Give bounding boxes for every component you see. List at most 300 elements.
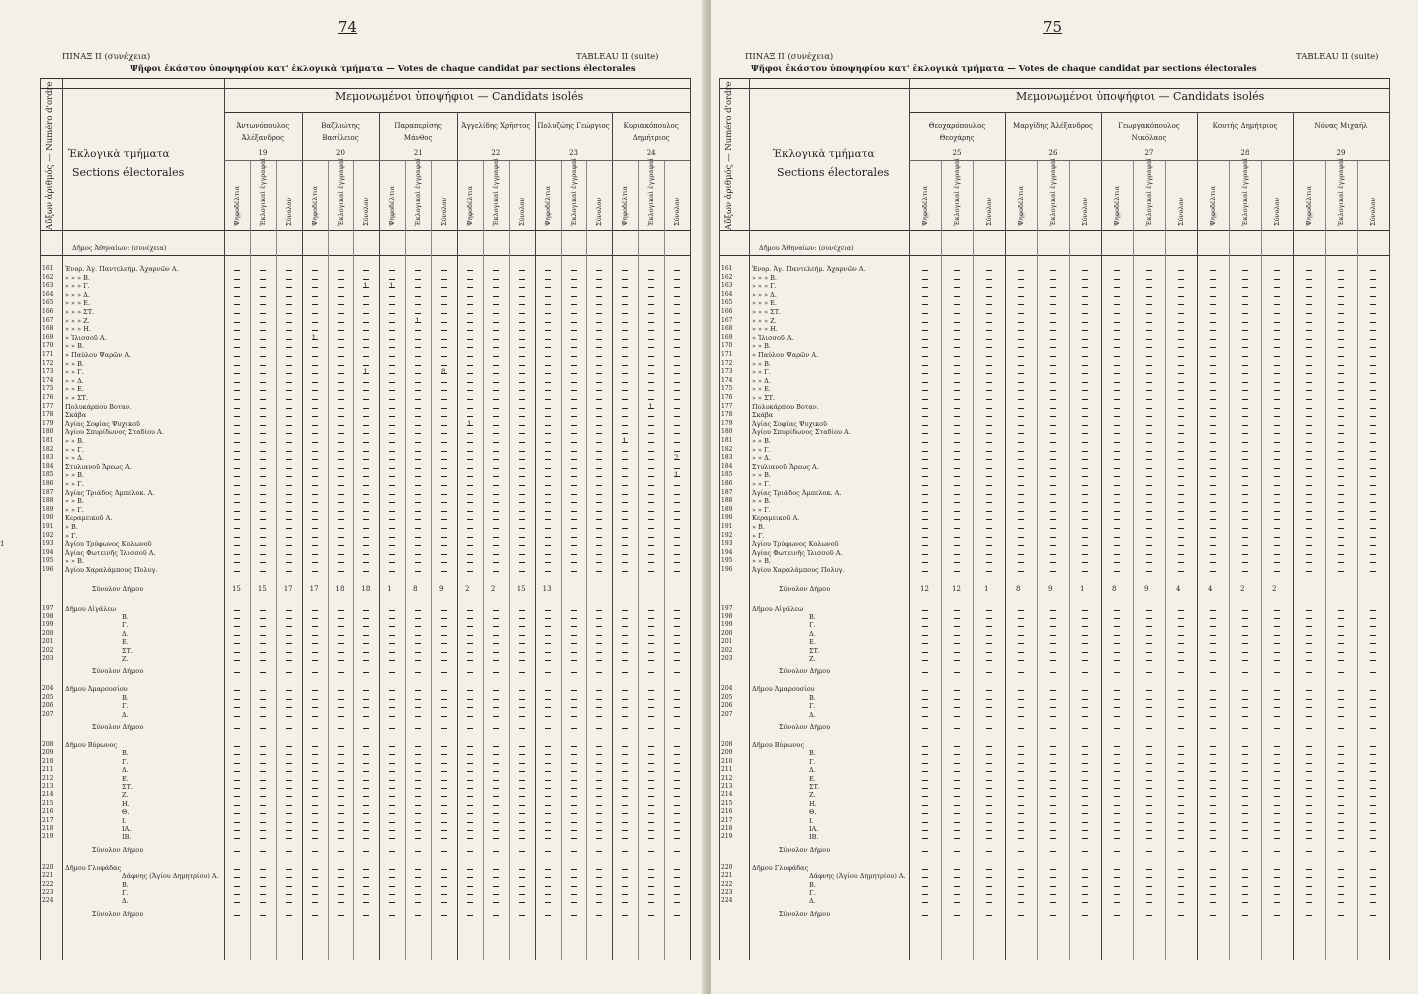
cell-dash [519, 408, 525, 409]
cell-dash [286, 330, 292, 331]
cell-dash [338, 707, 344, 708]
cell-dash [596, 788, 602, 789]
cell-dash [571, 511, 577, 512]
cell-dash [467, 485, 473, 486]
cell-dash [596, 451, 602, 452]
cell-dash [1370, 476, 1376, 477]
cell-dash [389, 519, 395, 520]
cell-dash [286, 728, 292, 729]
cell-dash [674, 877, 680, 878]
cell-dash [1210, 902, 1216, 903]
cell-dash [1210, 822, 1216, 823]
row-number: 167 [42, 316, 54, 324]
cell-dash [986, 754, 992, 755]
cell-dash [1050, 442, 1056, 443]
cell-dash [312, 699, 318, 700]
cell-dash [260, 399, 266, 400]
cell-dash [674, 313, 680, 314]
cell-dash [260, 660, 266, 661]
cell-dash [467, 365, 473, 366]
cell-dash [260, 537, 266, 538]
cell-dash [1370, 716, 1376, 717]
cell-dash [1114, 754, 1120, 755]
cell-dash [1370, 356, 1376, 357]
cell-dash [1050, 459, 1056, 460]
row-label: Δ. [122, 629, 129, 638]
cell-dash [922, 416, 928, 417]
cell-dash [1210, 796, 1216, 797]
cell-dash [1146, 356, 1152, 357]
cell-dash [1146, 822, 1152, 823]
cell-dash [622, 796, 628, 797]
row-label: » » Β. [752, 557, 771, 566]
cell-dash [954, 780, 960, 781]
cell-dash [954, 822, 960, 823]
cell-dash [1050, 796, 1056, 797]
cell-dash [648, 537, 654, 538]
cell-dash [1082, 313, 1088, 314]
cell-dash [1082, 528, 1088, 529]
block-total: Σύνολον Δήμου [92, 909, 144, 918]
cell-dash [363, 838, 369, 839]
cell-dash [1114, 660, 1120, 661]
cell-dash [954, 425, 960, 426]
cell-dash [1370, 519, 1376, 520]
cell-dash [234, 571, 240, 572]
subheader: Ψηφοδέλτια [621, 186, 630, 226]
cell-dash [1114, 851, 1120, 852]
cell-dash [519, 313, 525, 314]
cell-dash [1178, 851, 1184, 852]
cell-dash [260, 886, 266, 887]
cell-dash [1018, 643, 1024, 644]
cell-dash [1018, 270, 1024, 271]
cell-dash [622, 494, 628, 495]
cell-dash [545, 813, 551, 814]
total-value: 9 [1144, 584, 1149, 593]
cell-dash [467, 877, 473, 878]
cell-dash [415, 270, 421, 271]
cell-dash [1114, 838, 1120, 839]
cell-dash [363, 485, 369, 486]
cell-dash [441, 851, 447, 852]
cell-dash [571, 618, 577, 619]
cell-dash [1242, 408, 1248, 409]
vrule [379, 112, 380, 960]
cell-dash [286, 365, 292, 366]
cell-dash [596, 365, 602, 366]
cell-dash [596, 813, 602, 814]
cell-dash [922, 425, 928, 426]
cell-dash [648, 451, 654, 452]
cell-dash [648, 554, 654, 555]
row-number: 178 [721, 411, 733, 419]
cell-dash [596, 537, 602, 538]
cell-dash [1242, 571, 1248, 572]
cell-dash [312, 545, 318, 546]
cell-dash [415, 390, 421, 391]
cell-dash [467, 330, 473, 331]
cell-dash [1306, 626, 1312, 627]
cell-dash [389, 788, 395, 789]
cell-dash [596, 390, 602, 391]
cell-dash [1178, 528, 1184, 529]
cell-dash [545, 451, 551, 452]
cell-dash [286, 618, 292, 619]
cell-dash [441, 902, 447, 903]
cell-dash [1050, 707, 1056, 708]
candidate-name: Θεοχαρόπουλος Θεοχάρης [928, 122, 986, 142]
cell-dash [545, 347, 551, 348]
cell-dash [389, 451, 395, 452]
cell-dash [1306, 838, 1312, 839]
cell-dash [954, 788, 960, 789]
cell-dash [1114, 442, 1120, 443]
cell-dash [674, 296, 680, 297]
cell-dash [571, 502, 577, 503]
cell-dash [1338, 813, 1344, 814]
cell-dash [622, 476, 628, 477]
cell-dash [519, 838, 525, 839]
row-label: ΙΒ. [122, 833, 132, 842]
cell-dash [1114, 771, 1120, 772]
cell-dash [1274, 618, 1280, 619]
row-label: » » Γ. [752, 368, 771, 377]
cell-dash [1242, 716, 1248, 717]
cell-dash [986, 511, 992, 512]
cell-dash [622, 330, 628, 331]
cell-dash [493, 304, 499, 305]
cell-dash [954, 476, 960, 477]
vrule [719, 78, 720, 960]
cell-dash [493, 562, 499, 563]
total-value: 18 [361, 584, 371, 593]
cell-dash [986, 813, 992, 814]
cell-dash [519, 554, 525, 555]
cell-dash [1306, 728, 1312, 729]
cell-dash [234, 494, 240, 495]
total-value: 8 [1112, 584, 1117, 593]
cell-dash [260, 279, 266, 280]
row-label: Ἐνορ. Ἁγ. Παντελεήμ. Ἀχαρνῶν Α. [752, 265, 866, 273]
row-label: Ἁγίου Χαραλάμπους Πολυγ. [65, 566, 158, 574]
row-label: ΙΑ. [122, 825, 132, 833]
cell-dash [1114, 699, 1120, 700]
cell-dash [622, 485, 628, 486]
cell-dash [674, 442, 680, 443]
row-number: 217 [42, 816, 54, 824]
row-number: 171 [42, 351, 54, 358]
cell-dash [1306, 610, 1312, 611]
cell-dash [389, 339, 395, 340]
cell-dash [1050, 728, 1056, 729]
cell-dash [1274, 869, 1280, 870]
cell-dash [1210, 494, 1216, 495]
cell-dash [596, 519, 602, 520]
cell-dash [260, 822, 266, 823]
cell-dash [1370, 851, 1376, 852]
cell-dash [1370, 416, 1376, 417]
cell-dash [389, 270, 395, 271]
cell-dash [1338, 610, 1344, 611]
cell-dash [922, 652, 928, 653]
row-label: Ε. [122, 774, 129, 783]
cell-dash [674, 416, 680, 417]
cell-dash [1210, 618, 1216, 619]
cell-dash [1370, 287, 1376, 288]
cell-dash [493, 365, 499, 366]
cell-dash [338, 313, 344, 314]
cell-dash [493, 838, 499, 839]
cell-dash [260, 322, 266, 323]
cell-dash [1210, 813, 1216, 814]
cell-dash [441, 813, 447, 814]
cell-dash [493, 459, 499, 460]
cell-dash [1274, 304, 1280, 305]
cell-dash [363, 476, 369, 477]
cell-dash [596, 545, 602, 546]
cell-dash [389, 382, 395, 383]
row-label: » » Β. [752, 497, 771, 506]
cell-dash [1018, 915, 1024, 916]
cell-dash [1114, 270, 1120, 271]
cell-dash [1242, 707, 1248, 708]
cell-dash [986, 746, 992, 747]
group-rule [909, 112, 1389, 113]
cell-dash [1338, 894, 1344, 895]
cell-dash [1338, 382, 1344, 383]
cell-dash [493, 716, 499, 717]
cell-dash [234, 672, 240, 673]
row-number: 179 [42, 419, 54, 427]
cell-dash [338, 746, 344, 747]
cell-dash [622, 459, 628, 460]
cell-dash [1306, 528, 1312, 529]
cell-dash [1370, 652, 1376, 653]
cell-dash [1050, 408, 1056, 409]
row-label: » » ΣΤ. [752, 394, 776, 402]
cell-dash [986, 690, 992, 691]
cell-dash [234, 788, 240, 789]
candidate-number: 24 [646, 149, 656, 157]
cell-dash [1082, 660, 1088, 661]
cell-dash [648, 545, 654, 546]
cell-dash [260, 373, 266, 374]
cell-dash [312, 502, 318, 503]
cell-dash [1242, 690, 1248, 691]
cell-dash [1082, 511, 1088, 512]
cell-dash [467, 537, 473, 538]
cell-dash [1146, 796, 1152, 797]
cell-dash [234, 390, 240, 391]
cell-dash [1114, 813, 1120, 814]
cell-dash [338, 626, 344, 627]
cell-dash [1018, 373, 1024, 374]
cell-dash [338, 869, 344, 870]
cell-dash [389, 618, 395, 619]
cell-dash [1370, 433, 1376, 434]
cell-dash [519, 643, 525, 644]
cell-dash [234, 830, 240, 831]
cell-dash [415, 356, 421, 357]
cell-dash [1082, 830, 1088, 831]
cell-dash [467, 502, 473, 503]
cell-dash [1370, 763, 1376, 764]
cell-dash [545, 511, 551, 512]
cell-dash [571, 690, 577, 691]
cell-dash [922, 805, 928, 806]
cell-dash [286, 643, 292, 644]
cell-dash [338, 813, 344, 814]
cell-dash [571, 894, 577, 895]
cell-dash [286, 476, 292, 477]
cell-dash [986, 313, 992, 314]
cell-dash [1050, 902, 1056, 903]
cell-dash [389, 425, 395, 426]
cell-dash [986, 287, 992, 288]
cell-dash [954, 618, 960, 619]
cell-dash [596, 822, 602, 823]
cell-dash [1338, 562, 1344, 563]
cell-dash [338, 571, 344, 572]
cell-dash [545, 746, 551, 747]
cell-dash [648, 728, 654, 729]
cell-dash [519, 442, 525, 443]
cell-dash [286, 771, 292, 772]
cell-dash [286, 451, 292, 452]
cell-dash [1306, 442, 1312, 443]
cell-dash [1338, 869, 1344, 870]
cell-dash [234, 408, 240, 409]
cell-dash [622, 822, 628, 823]
cell-dash [1338, 476, 1344, 477]
cell-dash [493, 408, 499, 409]
cell-dash [648, 347, 654, 348]
cell-dash [648, 763, 654, 764]
cell-dash [674, 915, 680, 916]
cell-dash [312, 838, 318, 839]
cell-dash [415, 408, 421, 409]
cell-dash [1338, 571, 1344, 572]
row-label: » » Β. [752, 342, 771, 351]
cell-dash [1146, 672, 1152, 673]
cell-dash [545, 416, 551, 417]
subheader: Ψηφοδέλτια [1209, 186, 1217, 226]
cell-dash [234, 690, 240, 691]
cell-dash [954, 502, 960, 503]
cell-dash [363, 805, 369, 806]
cell-dash [648, 643, 654, 644]
cell-dash [545, 459, 551, 460]
cell-dash [519, 902, 525, 903]
cell-dash [571, 822, 577, 823]
total-value: 9 [1048, 584, 1053, 593]
cell-dash [363, 902, 369, 903]
cell-dash [986, 304, 992, 305]
table-title: Ψῆφοι ἑκάστου ὑποψηφίου κατ' ἐκλογικὰ τμήματα — Votes de chaque candidat par sections électorales [130, 64, 636, 74]
cell-dash [1178, 554, 1184, 555]
cell-dash [1050, 822, 1056, 823]
cell-dash [648, 279, 654, 280]
cell-dash [1146, 771, 1152, 772]
cell-dash [1114, 347, 1120, 348]
cell-dash [286, 562, 292, 563]
cell-dash [1114, 287, 1120, 288]
cell-dash [571, 313, 577, 314]
cell-dash [1146, 339, 1152, 340]
cell-dash [1370, 902, 1376, 903]
cell-dash [1210, 660, 1216, 661]
cell-dash [1370, 699, 1376, 700]
subheader: Σύνολον [595, 197, 604, 226]
cell-dash [1082, 459, 1088, 460]
cell-dash [922, 822, 928, 823]
cell-dash [1338, 347, 1344, 348]
cell-dash [1370, 894, 1376, 895]
cell-dash [260, 571, 266, 572]
cell-dash [338, 652, 344, 653]
candidate-rule [909, 160, 1389, 161]
cell-dash [571, 763, 577, 764]
cell-dash [1146, 754, 1152, 755]
cell-dash [622, 626, 628, 627]
cell-dash [986, 915, 992, 916]
cell-dash [1338, 660, 1344, 661]
cell-dash [674, 805, 680, 806]
cell-dash [1178, 562, 1184, 563]
row-label: Γ. [809, 757, 816, 766]
cell-dash [674, 494, 680, 495]
cell-dash [1274, 699, 1280, 700]
cell-dash [493, 476, 499, 477]
cell-dash [1082, 545, 1088, 546]
cell-dash [1114, 356, 1120, 357]
cell-dash [1178, 610, 1184, 611]
cell-dash [1274, 643, 1280, 644]
cell-dash [467, 571, 473, 572]
cell-dash [389, 886, 395, 887]
cell-dash [286, 813, 292, 814]
cell-dash [234, 915, 240, 916]
cell-dash [260, 805, 266, 806]
cell-dash [1050, 610, 1056, 611]
cell-dash [519, 279, 525, 280]
block-title: Δῆμου Ἀμαρουσίου [752, 685, 815, 694]
cell-dash [1146, 528, 1152, 529]
cell-dash [389, 780, 395, 781]
cell-dash [1338, 502, 1344, 503]
cell-dash [415, 571, 421, 572]
cell-dash [1178, 822, 1184, 823]
cell-dash [1338, 459, 1344, 460]
vrule [405, 160, 406, 960]
cell-dash [363, 635, 369, 636]
cell-dash [1050, 502, 1056, 503]
cell-dash [234, 822, 240, 823]
row-number: 199 [721, 621, 733, 629]
vrule [941, 160, 942, 960]
row-number: 162 [42, 273, 54, 281]
cell-dash [312, 304, 318, 305]
subheader: Σύνολον [1273, 197, 1281, 226]
cell-dash [545, 626, 551, 627]
cell-dash [1082, 494, 1088, 495]
cell-dash [922, 296, 928, 297]
cell-dash [234, 322, 240, 323]
cell-dash [363, 716, 369, 717]
row-label: Δ. [122, 766, 129, 775]
row-number: 209 [42, 749, 54, 757]
